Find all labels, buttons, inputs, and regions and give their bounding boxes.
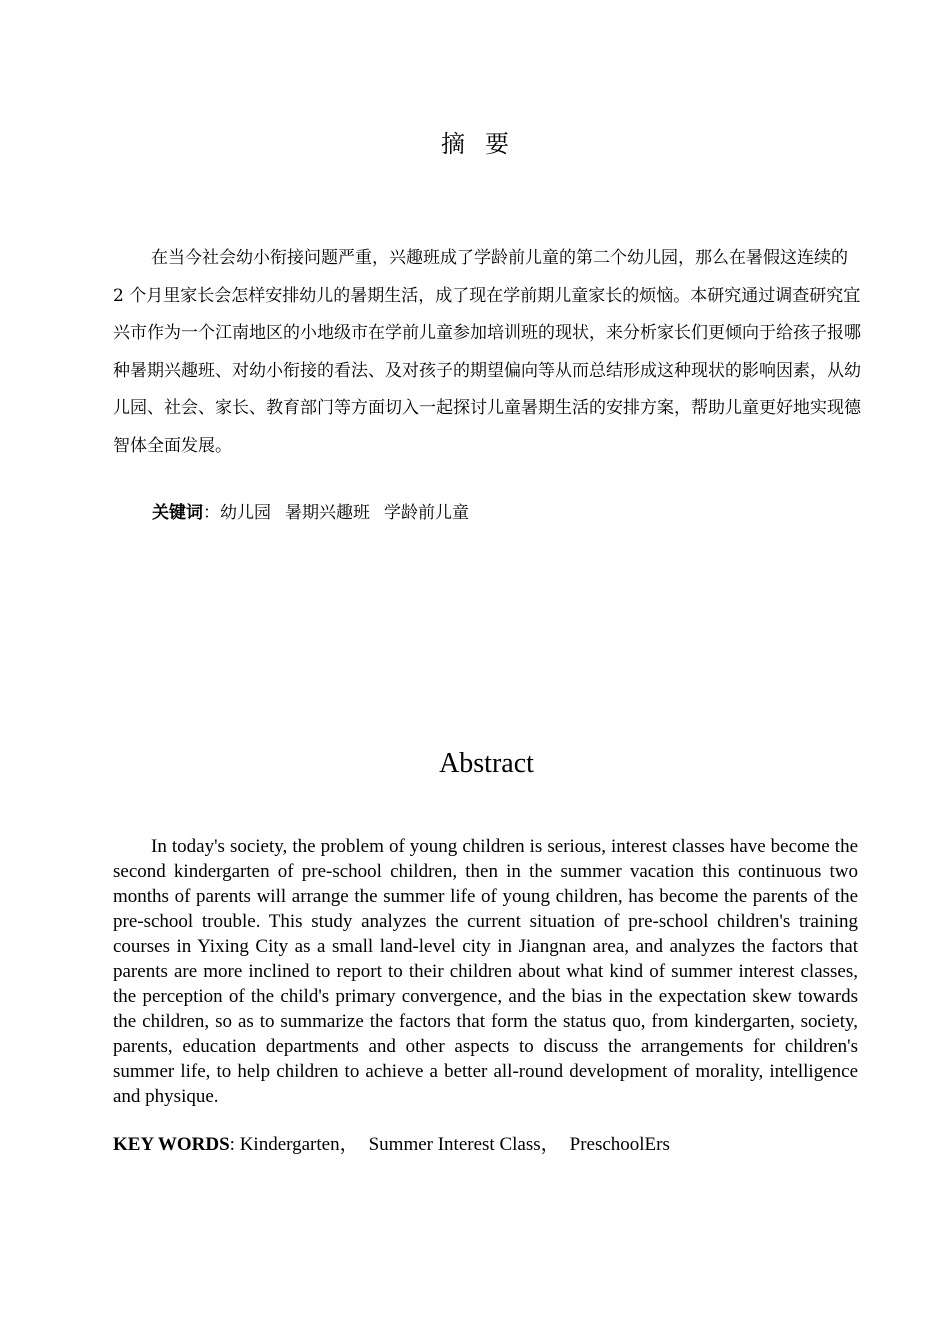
chinese-keyword-item: 暑期兴趣班: [285, 503, 370, 523]
chinese-keywords-label: 关键词: [152, 503, 203, 523]
chinese-abstract-body: 在当今社会幼小衔接问题严重，兴趣班成了学龄前儿童的第二个幼儿园，那么在暑假这连续的 2 个月里家长会怎样安排幼儿的暑期生活，成了现在学前期儿童家长的烦恼。本研究通过调查研究宜兴市作为一个江南地区的小地级市在学前儿童参加培训班的现状，来分析家长们更倾向于给孩子报哪种暑期兴趣班、对幼小衔接的看法、及对孩子的期望偏向等从而总结形成这种现状的影响因素，从幼儿园、社会、家长、教育部门等方面切入一起探讨儿童暑期生活的安排方案，帮助儿童更好地实现德智体全面发展。: [113, 248, 861, 456]
english-keywords-label: KEY WORDS: [113, 1134, 230, 1155]
chinese-abstract-title: 摘要: [441, 130, 529, 158]
english-abstract-body: In today's society, the problem of young children is serious, interest classes have become the second kindergarten of pre-school children, then in the summer vacation this continuous two months of parents will arrange the summer life of young children, has become the parents of the pre-school trouble. This study analyzes the current situation of pre-school children's training courses in Yixing City as a small land-level city in Jiangnan area, and analyzes the factors that parents are more inclined to report to their children about what kind of summer interest classes, the perception of the child's primary convergence, and the bias in the expectation skew towards the children, so as to summarize the factors that form the status quo, from kindergarten, society, parents, education departments and other aspects to discuss the arrangements for children's summer life, to help children to achieve a better all-round development of morality, intelligence and physique.: [113, 836, 858, 1107]
english-keyword-item: PreschoolErs: [569, 1134, 670, 1155]
english-abstract-title: Abstract: [439, 748, 534, 779]
chinese-keywords: [152, 498, 852, 528]
english-keywords: [113, 1132, 858, 1157]
english-keyword-item: Kindergarten，: [239, 1134, 359, 1155]
chinese-keywords-separator: ：: [203, 503, 220, 523]
english-keyword-item: Summer Interest Class，: [368, 1134, 560, 1155]
chinese-keyword-item: 幼儿园: [220, 503, 271, 523]
chinese-keyword-item: 学龄前儿童: [384, 503, 469, 523]
english-keywords-separator: :: [229, 1134, 240, 1155]
